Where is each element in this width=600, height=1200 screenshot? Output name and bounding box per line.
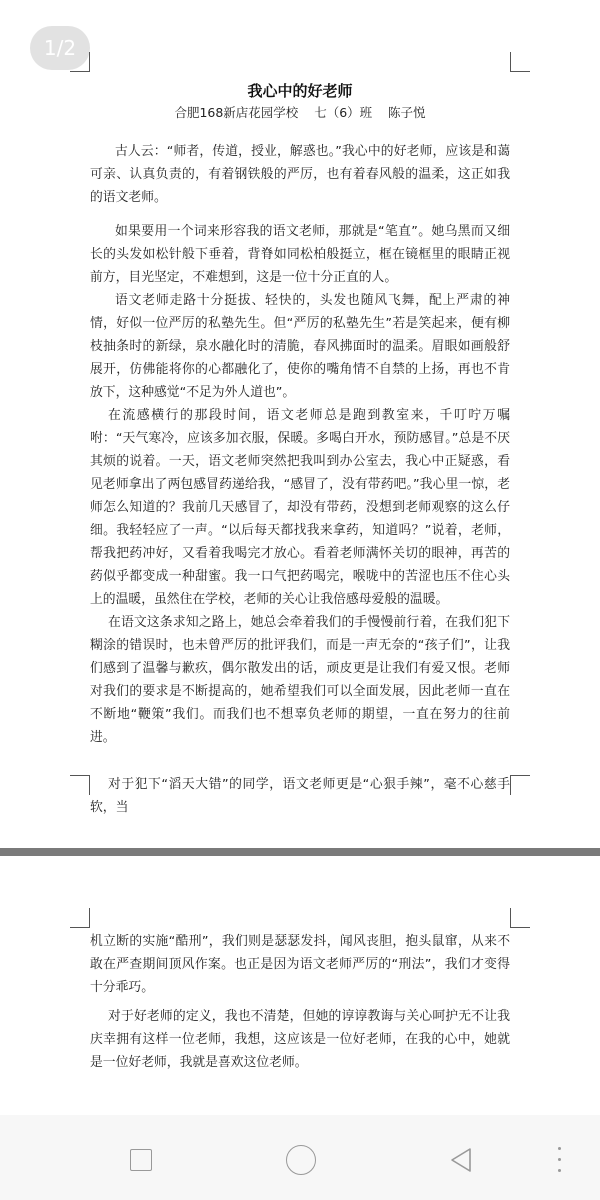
document-byline: 合肥168新店花园学校 七（6）班 陈子悦 — [174, 105, 426, 120]
circle-icon[interactable] — [286, 1145, 316, 1175]
page-indicator: 1/2 — [30, 26, 90, 70]
paragraph: 在语文这条求知之路上，她总会牵着我们的手慢慢前行着，在我们犯下糊涂的错误时，也未曾严厉的批评我们，而是一声无奈的“孩子们”，让我们感到了温馨与歉疚，偶尔散发出的话，顽皮更是让我们有爱又恨。老师对我们的要求是不断提高的，她希望我们可以全面发展，因此老师一直在不断地“鞭策”我们。而我们也不想辜负老师的期望，一直在努力的往前进。 — [90, 615, 510, 745]
system-navigation-bar — [0, 1115, 600, 1200]
paragraph: 古人云：“师者，传道，授业，解惑也。”我心中的好老师，应该是和蔼可亲、认真负责的，有着钢铁般的严厉，也有着春风般的温柔，这正如我的语文老师。 — [90, 144, 510, 205]
more-vertical-icon[interactable] — [556, 1147, 562, 1175]
page2-body — [90, 930, 510, 1074]
paragraph: 机立断的实施“酷刑”，我们则是瑟瑟发抖，闻风丧胆，抱头鼠窜，从来不敢在严查期间顶风作案。也正是因为语文老师严厉的“刑法”，我们才变得十分乖巧。 — [90, 934, 510, 995]
triangle-back-icon[interactable] — [448, 1146, 474, 1174]
crop-mark-top-right — [510, 52, 530, 72]
crop-mark-top-right — [510, 908, 530, 928]
paragraph: 如果要用一个词来形容我的语文老师，那就是“笔直”。她乌黑而又细长的头发如松针般下垂着，背脊如同松柏般挺立，框在镜框里的眼睛正视前方，目光坚定，不难想到，这是一位十分正直的人。 — [90, 224, 510, 285]
paragraph: 对于犯下“滔天大错”的同学，语文老师更是“心狠手辣”，毫不心慈手软，当 — [90, 777, 510, 815]
crop-mark-top-left — [70, 908, 90, 928]
page-separator — [0, 848, 600, 856]
crop-mark-top-left — [70, 52, 90, 72]
page1-body — [90, 140, 510, 819]
paragraph: 语文老师走路十分挺拔、轻快的，头发也随风飞舞，配上严肃的神情，好似一位严厉的私塾先生。但“严厉的私塾先生”若是笑起来，便有柳枝抽条时的新绿，泉水融化时的清脆，春风拂面时的温柔。眉眼如画般舒展开，仿佛能将你的心都融化了，使你的嘴角情不自禁的上扬，再也不肯放下，这种感觉“不足为外人道也”。 — [90, 293, 510, 400]
document-page-2 — [0, 856, 600, 1106]
document-title: 我心中的好老师 — [247, 82, 353, 100]
paragraph: 对于好老师的定义，我也不清楚，但她的谆谆教诲与关心呵护无不让我庆幸拥有这样一位老师，我想，这应该是一位好老师，在我的心中，她就是一位好老师，我就是喜欢这位老师。 — [90, 1009, 510, 1070]
paragraph: 在流感横行的那段时间，语文老师总是跑到教室来，千叮咛万嘱咐：“天气寒冷，应该多加衣服，保暖。多喝白开水，预防感冒。”总是不厌其烦的说着。一天，语文老师突然把我叫到办公室去，我心中正疑惑，看见老师拿出了两包感冒药递给我，“感冒了，没有带药吧。”我心里一惊，老师怎么知道的？我前几天感冒了，却没有带药，没想到老师观察的这么仔细。我轻轻应了一声。“以后每天都找我来拿药，知道吗？”说着，老师，帮我把药冲好，又看着我喝完才放心。看着老师满怀关切的眼神，再苦的药似乎都变成一种甜蜜。我一口气把药喝完，喉咙中的苦涩也压不住心头上的温暖，虽然住在学校，老师的关心让我倍感母爱般的温暖。 — [90, 408, 510, 607]
crop-mark-bottom-left — [70, 775, 90, 795]
crop-mark-bottom-right — [510, 775, 530, 795]
square-icon[interactable] — [130, 1149, 152, 1171]
